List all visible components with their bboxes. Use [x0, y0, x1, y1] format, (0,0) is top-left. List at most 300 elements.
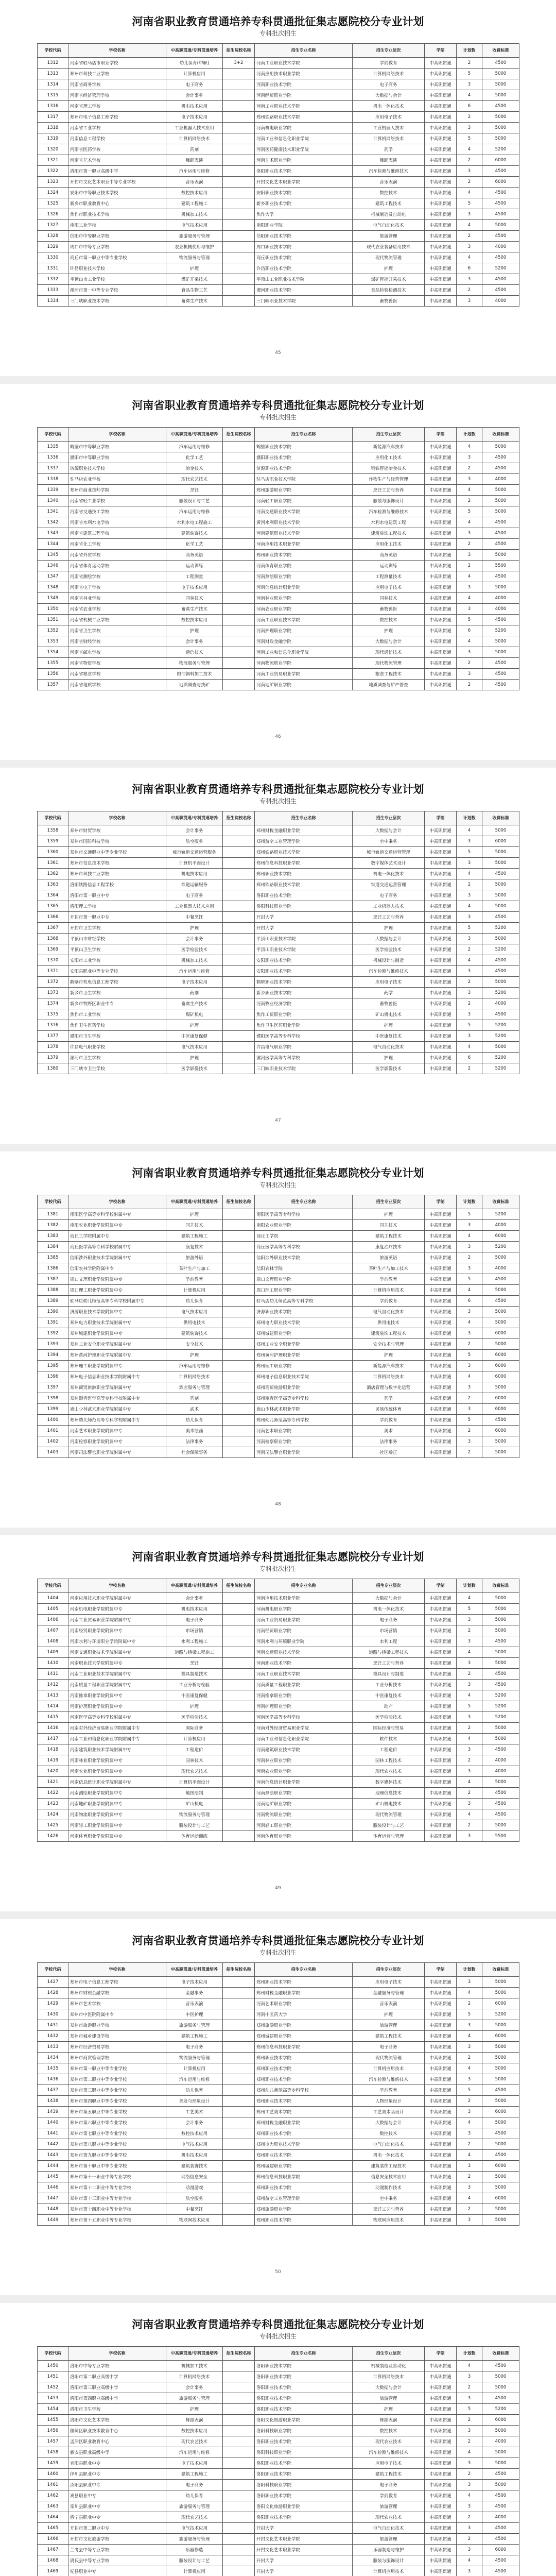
table-cell: 医学检验技术	[353, 944, 425, 955]
table-cell: 河南司法警官职业学院附属中专	[68, 1447, 166, 1458]
table-cell: 供用电技术	[166, 1317, 223, 1328]
table-cell: 郑州城建职业学院	[255, 2031, 353, 2042]
table-cell: 护理	[353, 1053, 425, 1063]
table-cell: 3+2	[223, 58, 255, 69]
table-cell: 中高职贯通	[425, 123, 457, 133]
table-cell: 3	[457, 2523, 482, 2534]
table-cell: 5000	[482, 858, 519, 869]
table-cell	[223, 550, 255, 561]
table-row	[38, 188, 519, 198]
table-cell: 郑州旅游职业学院	[255, 485, 353, 496]
table-cell: 中高职贯通	[425, 2204, 457, 2215]
table-cell: 郑州职业技术学院	[255, 869, 353, 879]
table-cell: 矿山机电技术	[353, 1799, 425, 1809]
table-cell: 6000	[482, 177, 519, 188]
table-cell: 电气自动化技术	[353, 2139, 425, 2150]
table-cell: 护理	[166, 1209, 223, 1220]
table-cell: 中高职贯通	[425, 1766, 457, 1777]
table-cell: 计算机网络技术	[353, 1371, 425, 1382]
table-cell: 中高职贯通	[425, 901, 457, 912]
table-cell: 工业分析技术	[353, 1680, 425, 1690]
table-cell: 开封文化艺术职业学院	[255, 177, 353, 188]
table-cell: 3	[457, 604, 482, 615]
table-cell: 茶叶生产与加工	[166, 1263, 223, 1274]
table-cell: 1318	[38, 123, 68, 133]
table-cell: 4500	[482, 1636, 519, 1647]
table-cell: 1382	[38, 1220, 68, 1231]
table-cell: 运动训练	[166, 561, 223, 571]
table-cell: 4	[457, 1042, 482, 1053]
table-header-row	[38, 428, 519, 442]
table-cell: 2	[457, 2096, 482, 2107]
table-cell: 中高职贯通	[425, 1415, 457, 1426]
table-cell: 3	[457, 2393, 482, 2404]
table-cell: 中高职贯通	[425, 1669, 457, 1680]
table-cell: 1381	[38, 1209, 68, 1220]
table-cell: 4500	[482, 1809, 519, 1820]
table-cell	[223, 1361, 255, 1371]
table-cell: 中高职贯通	[425, 2042, 457, 2053]
table-cell: 1319	[38, 133, 68, 144]
table-cell: 郑州理工职业学院	[255, 1361, 353, 1371]
table-cell: 河南中医药大学	[255, 2009, 353, 2020]
table-cell: 5000	[482, 1252, 519, 1263]
table-cell: 郑州信息科技职业学院	[255, 858, 353, 869]
table-cell: 1426	[38, 1831, 68, 1842]
table-cell: 1369	[38, 944, 68, 955]
table-cell: 中高职贯通	[425, 658, 457, 669]
table-cell: 1315	[38, 90, 68, 101]
table-cell: 地质调查与找矿	[166, 680, 223, 690]
table-cell: 漯河市卫生学校	[68, 1053, 166, 1063]
table-cell: 旅游服务与管理	[166, 2020, 223, 2031]
table-cell: 1338	[38, 474, 68, 485]
table-cell: 应用电子技术	[353, 582, 425, 593]
table-cell: 中高职贯通	[425, 680, 457, 690]
table-cell: 嵩山少林武术职业学院	[255, 1404, 353, 1415]
table-cell: 地理信息技术	[353, 1788, 425, 1799]
table-cell: 4	[457, 1690, 482, 1701]
table-cell: 2	[457, 1755, 482, 1766]
table-cell: 鹤壁职业技术学院	[255, 977, 353, 988]
table-cell: 1419	[38, 1755, 68, 1766]
table-cell: 郑州市电子信息工程学校	[68, 1977, 166, 1988]
table-cell: 开封市文化旅游学校	[68, 2534, 166, 2545]
table-row	[38, 539, 519, 550]
table-cell: 1404	[38, 1593, 68, 1604]
column-header: 计划数	[457, 811, 482, 825]
table-cell: 郑州职业技术学院	[255, 2128, 353, 2139]
table-cell: 2	[457, 1788, 482, 1799]
table-cell: 建筑装饰技术	[166, 1328, 223, 1339]
table-row	[38, 2447, 519, 2458]
table-cell: 中高职贯通	[425, 2215, 457, 2226]
table-row	[38, 2031, 519, 2042]
table-cell: 5200	[482, 1242, 519, 1252]
table-cell: 中高职贯通	[425, 550, 457, 561]
table-cell: 1454	[38, 2404, 68, 2415]
table-cell: 河南医学高等专科学校附属中专	[68, 1712, 166, 1723]
table-cell: 中高职贯通	[425, 1988, 457, 1998]
table-cell	[223, 858, 255, 869]
table-cell: 应用电子技术	[353, 977, 425, 988]
table-cell: 2	[457, 1625, 482, 1636]
table-cell: 1314	[38, 79, 68, 90]
table-cell	[223, 242, 255, 252]
table-cell: 1459	[38, 2458, 68, 2469]
table-cell: 中高职贯通	[425, 1339, 457, 1350]
table-cell: 学前教育	[353, 1274, 425, 1285]
table-cell: 应用电子技术	[353, 2458, 425, 2469]
table-cell: 3	[457, 1831, 482, 1842]
table-cell	[223, 2150, 255, 2161]
table-cell: 中高职贯通	[425, 2128, 457, 2139]
table-cell: 4	[457, 2193, 482, 2204]
table-cell: 安阳县职业中等专业学校	[68, 966, 166, 977]
table-cell: 2	[457, 58, 482, 69]
table-cell: 机械制造及自动化	[353, 209, 425, 220]
table-cell: 信阳市中等职业学校	[68, 231, 166, 242]
table-cell: 1468	[38, 2555, 68, 2566]
table-cell	[223, 1799, 255, 1809]
table-cell: 4500	[482, 2490, 519, 2501]
table-cell: 4500	[482, 2128, 519, 2139]
table-cell: 河南司法警官职业学院	[255, 1447, 353, 1458]
table-cell: 济源职业技术学院	[255, 463, 353, 474]
table-cell: 5000	[482, 79, 519, 90]
page-subtitle: 专科批次招生	[259, 2333, 297, 2340]
table-cell	[223, 1669, 255, 1680]
table-cell: 1333	[38, 285, 68, 296]
table-cell: 河南省医药学校	[68, 144, 166, 155]
table-cell: 河南应用技术职业学院	[255, 1593, 353, 1604]
table-cell: 服装设计与工艺	[166, 1820, 223, 1831]
table-cell: 5000	[482, 496, 519, 506]
table-cell: 3	[457, 2042, 482, 2053]
table-cell: 1376	[38, 1020, 68, 1031]
table-cell: 中高职贯通	[425, 101, 457, 112]
table-cell: 护理	[353, 1350, 425, 1361]
table-cell: 4500	[482, 2523, 519, 2534]
table-cell	[223, 658, 255, 669]
table-cell: 郑州市第十三职业中等专业学校	[68, 2193, 166, 2204]
table-cell: 现代通信技术	[353, 647, 425, 658]
table-cell: 5200	[482, 1209, 519, 1220]
table-cell: 郑州商贸旅游职业学院附属中专	[68, 1382, 166, 1393]
table-cell: 电气技术应用	[166, 1307, 223, 1317]
table-cell: 5	[457, 69, 482, 79]
table-cell: 现代农业技术	[353, 2436, 425, 2447]
table-cell	[223, 669, 255, 680]
table-cell: 郑州职业技术学院	[255, 2074, 353, 2085]
table-cell: 中高职贯通	[425, 1307, 457, 1317]
table-cell: 郑州工艺美术学院	[255, 2107, 353, 2117]
table-cell	[223, 934, 255, 944]
table-cell	[223, 1636, 255, 1647]
table-cell: 中高职贯通	[425, 1296, 457, 1307]
table-cell: 洛阳科技职业学院	[255, 2426, 353, 2436]
table-cell: 2	[457, 1723, 482, 1734]
table-cell: 郑州市科技工业学校	[68, 869, 166, 879]
table-cell: 1430	[38, 2009, 68, 2020]
table-cell	[223, 2193, 255, 2204]
table-cell: 2	[457, 1339, 482, 1350]
table-cell: 洛阳市文化艺术学校	[68, 2415, 166, 2426]
table-cell: 电子技术应用	[166, 2458, 223, 2469]
table-cell: 河南省机械工业学校	[68, 615, 166, 625]
table-cell: 3	[457, 2426, 482, 2436]
table-cell: 河南地矿职业学院	[255, 680, 353, 690]
column-header: 中高职贯通/专科贯通培养	[166, 2347, 223, 2361]
table-cell: 郑州市商业技师学院	[68, 485, 166, 496]
table-cell: 河南物流职业学院	[255, 1809, 353, 1820]
table-cell: 5	[457, 2404, 482, 2415]
table-cell: 学前教育	[353, 2490, 425, 2501]
table-cell: 1360	[38, 847, 68, 858]
table-cell: 郑州市第二职业中等专业学校	[68, 2074, 166, 2085]
table-cell	[223, 1998, 255, 2009]
table-cell: 郑州职业技术学院	[255, 2215, 353, 2226]
table-cell: 中高职贯通	[425, 58, 457, 69]
table-cell: 5000	[482, 879, 519, 890]
table-cell	[223, 1393, 255, 1404]
table-cell: 医学影像技术	[353, 1063, 425, 1074]
table-cell: 计算机应用	[166, 2566, 223, 2576]
table-cell: 护理	[166, 1053, 223, 1063]
table-cell: 工艺美术品设计	[353, 2107, 425, 2117]
table-cell: 水利水电建筑工程	[353, 517, 425, 528]
table-cell: 电气自动化技术	[353, 1042, 425, 1053]
table-row	[38, 2404, 519, 2415]
table-cell: 美发与形象设计	[166, 2096, 223, 2107]
table-cell: 电气自动化技术	[353, 2523, 425, 2534]
table-cell: 大数据与会计	[353, 934, 425, 944]
table-cell: 2	[457, 944, 482, 955]
table-cell: 郑州黄河护理职业学院附属中专	[68, 1350, 166, 1361]
table-row	[38, 2172, 519, 2182]
table-row	[38, 242, 519, 252]
table-cell: 4500	[482, 1788, 519, 1799]
table-cell: 济源职业技术学院附属中专	[68, 1307, 166, 1317]
table-cell: 郑州职业技术学院	[255, 2053, 353, 2063]
table-cell: 1341	[38, 506, 68, 517]
table-row	[38, 1701, 519, 1712]
table-cell: 6000	[482, 1393, 519, 1404]
table-cell: 现代农艺技术	[166, 2436, 223, 2447]
table-cell: 洛阳文化旅游职业学院	[255, 2415, 353, 2426]
table-cell: 4	[457, 442, 482, 452]
column-header: 学制	[425, 811, 457, 825]
document-page	[0, 2303, 556, 2576]
table-cell: 会计事务	[166, 2117, 223, 2128]
table-cell: 数控技术应用	[166, 188, 223, 198]
table-cell: 河南医学高等专科学校	[255, 1712, 353, 1723]
table-row	[38, 636, 519, 647]
table-cell: 护理	[353, 2404, 425, 2415]
table-cell: 4	[457, 144, 482, 155]
table-cell: 5000	[482, 112, 519, 123]
table-row	[38, 123, 519, 133]
table-cell: 物流服务与管理	[166, 252, 223, 263]
table-cell: 物联网应用技术	[353, 2215, 425, 2226]
table-cell: 4000	[482, 1263, 519, 1274]
table-cell: 1405	[38, 1604, 68, 1615]
table-cell: 1363	[38, 879, 68, 890]
table-cell: 伊川县职业中专	[68, 2469, 166, 2480]
table-row	[38, 485, 519, 496]
table-cell: 河南护理职业学院	[255, 1701, 353, 1712]
table-cell: 药剂	[166, 144, 223, 155]
table-cell	[223, 506, 255, 517]
table-cell: 食品生物工艺	[166, 285, 223, 296]
table-cell: 5000	[482, 1285, 519, 1296]
table-cell: 地质调查与矿产普查	[353, 680, 425, 690]
table-row	[38, 1404, 519, 1415]
table-cell: 1324	[38, 188, 68, 198]
table-cell: 4500	[482, 2501, 519, 2512]
table-cell: 2	[457, 2436, 482, 2447]
table-row	[38, 2204, 519, 2215]
table-cell: 旅游服务与管理	[166, 231, 223, 242]
table-cell: 1349	[38, 593, 68, 604]
table-cell: 4500	[482, 912, 519, 923]
table-cell: 郑州市经济贸易学校	[68, 2042, 166, 2053]
table-cell	[223, 625, 255, 636]
table-cell: 1424	[38, 1809, 68, 1820]
table-cell	[223, 944, 255, 955]
table-row	[38, 2512, 519, 2523]
table-header-row	[38, 44, 519, 58]
table-row	[38, 1636, 519, 1647]
column-header: 招生专业名称	[255, 1963, 353, 1977]
column-header: 招生专业层次	[353, 1195, 425, 1209]
table-row	[38, 209, 519, 220]
table-cell: 中高职贯通	[425, 1799, 457, 1809]
table-cell: 5200	[482, 944, 519, 955]
table-cell: 2	[457, 285, 482, 296]
table-cell: 动漫制作技术	[353, 2182, 425, 2193]
table-cell: 市场营销	[166, 1625, 223, 1636]
table-cell: 3	[457, 166, 482, 177]
column-header: 招生院校名称	[223, 1195, 255, 1209]
table-cell: 3	[457, 1712, 482, 1723]
table-cell: 电子商务	[166, 79, 223, 90]
table-cell: 3	[457, 1615, 482, 1625]
table-cell: 药学	[353, 144, 425, 155]
table-cell: 4500	[482, 463, 519, 474]
table-cell: 机电技术应用	[166, 869, 223, 879]
table-row	[38, 836, 519, 847]
table-cell: 汽车运用与维修	[166, 1361, 223, 1371]
table-cell: 学前教育	[353, 58, 425, 69]
table-cell: 1406	[38, 1615, 68, 1625]
table-cell: 商丘职业技术学院	[255, 252, 353, 263]
table-cell: 商丘工学院附属中专	[68, 1231, 166, 1242]
table-row	[38, 296, 519, 307]
table-cell: 畜牧兽医	[353, 604, 425, 615]
table-header-row	[38, 811, 519, 825]
table-cell: 河南省艺术学校	[68, 155, 166, 166]
table-cell: 中高职贯通	[425, 2404, 457, 2415]
table-cell: 河南工业和信息化职业学院	[255, 647, 353, 658]
table-cell: 6000	[482, 2161, 519, 2172]
table-cell: 2	[457, 561, 482, 571]
table-cell: 1434	[38, 2053, 68, 2063]
table-cell: 河南交通职业技术学院	[255, 1647, 353, 1658]
table-cell	[223, 1788, 255, 1799]
table-cell: 1414	[38, 1701, 68, 1712]
table-cell: 现代农艺技术	[166, 474, 223, 485]
table-cell: 旅游管理	[353, 231, 425, 242]
table-cell: 4500	[482, 615, 519, 625]
table-cell: 洛阳市卫生学校	[68, 2404, 166, 2415]
table-cell: 南阳医学高等专科学校附属中专	[68, 1209, 166, 1220]
table-cell: 中高职贯通	[425, 2501, 457, 2512]
table-cell: 畜禽生产技术	[166, 604, 223, 615]
table-cell: 中高职贯通	[425, 1636, 457, 1647]
table-cell: 洛阳职业技术学院	[255, 2361, 353, 2371]
table-cell: 机电一体化技术	[353, 101, 425, 112]
table-cell: 中高职贯通	[425, 155, 457, 166]
table-cell: 汝阳县职业中专	[68, 2480, 166, 2490]
table-cell: 中医康复技术	[353, 1690, 425, 1701]
table-row	[38, 2545, 519, 2555]
table-row	[38, 198, 519, 209]
table-cell: 园艺技术	[353, 1220, 425, 1231]
table-cell: 畜禽生产技术	[166, 296, 223, 307]
table-cell: 郑州职业技术学院	[255, 2150, 353, 2161]
table-cell	[223, 1723, 255, 1734]
table-cell	[223, 69, 255, 79]
table-cell: 5000	[482, 2053, 519, 2063]
table-cell: 三门峡职业技术学校	[68, 296, 166, 307]
table-cell: 工业机器人技术	[353, 123, 425, 133]
table-cell: 河南体育职业学院	[255, 1831, 353, 1842]
table-cell: 城市轨道交通运营服务	[166, 847, 223, 858]
table-cell: 河南林业职业学院附属中专	[68, 1755, 166, 1766]
table-cell: 开封大学	[255, 2523, 353, 2534]
table-cell: 2	[457, 496, 482, 506]
table-cell: 道路与桥梁工程施工	[166, 1647, 223, 1658]
table-row	[38, 1755, 519, 1766]
table-cell: 1461	[38, 2480, 68, 2490]
table-cell: 三门峡市卫生学校	[68, 1063, 166, 1074]
table-row	[38, 923, 519, 934]
table-cell: 武术	[166, 1404, 223, 1415]
table-cell: 1316	[38, 101, 68, 112]
table-cell: 河南省工业学校	[68, 123, 166, 133]
table-cell	[223, 1009, 255, 1020]
table-cell: 1398	[38, 1393, 68, 1404]
table-cell: 4500	[482, 252, 519, 263]
table-cell: 郑州市第七职业中等专业学校	[68, 2128, 166, 2139]
table-cell: 河南省地质学校	[68, 680, 166, 690]
table-cell: 中高职贯通	[425, 1317, 457, 1328]
table-cell: 1444	[38, 2161, 68, 2172]
table-cell: 1435	[38, 2063, 68, 2074]
table-cell: 洛阳职业技术学院	[255, 2404, 353, 2415]
column-header: 中高职贯通/专科贯通培养	[166, 811, 223, 825]
table-cell: 烹饪工艺与营养	[353, 1658, 425, 1669]
table-cell	[223, 285, 255, 296]
table-cell: 金融服务与管理	[353, 1988, 425, 1998]
table-row	[38, 2150, 519, 2161]
table-cell: 2	[457, 1669, 482, 1680]
table-row	[38, 1744, 519, 1755]
table-cell: 河南省驻马店市职业学校	[68, 58, 166, 69]
table-cell: 4000	[482, 2512, 519, 2523]
table-cell: 安阳市中等职业技术学校	[68, 188, 166, 198]
